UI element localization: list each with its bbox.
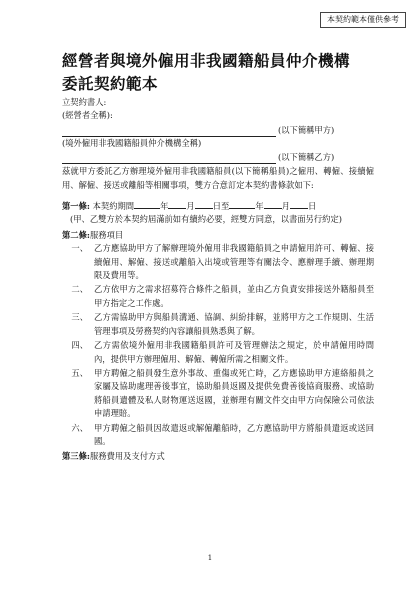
document-title-line-1: 經營者與境外僱用非我國籍船員仲介機構 (62, 51, 351, 70)
article-1-label: 第一條: (62, 201, 90, 212)
signatory-label: 立契約書人: (62, 97, 107, 107)
document-page (62, 50, 374, 464)
contract-intro: 茲就甲方委託乙方辦理境外僱用非我國籍船員(以下簡稱船員)之僱用、轉僱、接續僱用、解僱、接送或離船等相關事項，雙方合意訂定本契約書條款如下: (62, 166, 374, 190)
item-text: 乙方應協助甲方了解辦理境外僱用非我國籍船員之申請僱用許可、轉僱、接續僱用、解僱、接送或離船入出境或管理等有關法令、應辦理手續、辦理期限及費用等。 (94, 243, 374, 281)
page-number: 1 (207, 554, 213, 562)
party-b-row (62, 150, 374, 164)
article-2-items (62, 242, 374, 448)
year-unit-2: 年 (255, 201, 264, 212)
list-item (62, 283, 374, 310)
end-month-blank[interactable] (264, 199, 282, 209)
start-month-blank[interactable] (168, 199, 186, 209)
party-a-row (62, 123, 374, 137)
list-item (62, 339, 374, 366)
article-1-text-period: 本契約期間 (92, 201, 135, 212)
list-item (62, 242, 374, 282)
article-2-title: 服務項目 (89, 229, 124, 240)
article-2-label: 第二條: (62, 229, 90, 240)
end-year-blank[interactable] (229, 199, 255, 209)
operator-name-label: (經營者全稱): (62, 110, 113, 121)
month-unit-2: 月 (281, 201, 290, 212)
item-number: 五、 (71, 367, 88, 378)
party-b-name-blank[interactable] (62, 153, 276, 164)
party-a-name-blank[interactable] (62, 126, 276, 137)
item-number: 二、 (71, 284, 88, 295)
article-1-note: (甲、乙雙方於本契約屆滿前如有續約必要，經雙方同意，以書面另行約定) (70, 214, 342, 225)
party-a-suffix: (以下簡稱甲方) (278, 124, 335, 135)
day-to-unit: 日至 (212, 201, 230, 212)
list-item (62, 367, 374, 421)
document-title-line-2: 委託契約範本 (62, 74, 159, 93)
article-3-label: 第三條: (62, 451, 90, 462)
item-text: 乙方需協助甲方與船員溝通、協調、糾紛排解，並將甲方之工作規則、生活管理事項及勞務契約內容讓船員熟悉與了解。 (94, 312, 374, 336)
month-unit-1: 月 (186, 201, 195, 212)
agency-name-label: (境外僱用非我國籍船員仲介機構全稱) (62, 137, 202, 148)
item-number: 四、 (71, 340, 88, 351)
item-text: 甲方聘僱之船員因故遣返或解僱離船時，乙方應協助甲方將船員遣返或送回國。 (94, 422, 374, 446)
item-text: 乙方依甲方之需求招募符合條件之船員，並由乙方負責安排接送外籍船員至甲方指定之工作處。 (94, 284, 374, 308)
item-number: 三、 (71, 312, 88, 323)
list-item (62, 422, 374, 449)
start-day-blank[interactable] (195, 199, 213, 209)
list-item (62, 311, 374, 338)
year-unit-1: 年 (160, 201, 169, 212)
start-year-blank[interactable] (134, 199, 160, 209)
item-text: 甲方聘僱之船員發生意外事故、重傷或死亡時，乙方應協助甲方連絡船員之家屬及協助處理善後事宜，協助船員返國及提供免費善後協商服務、或協助將船員遺體及私人財物運送返國，並辦理有關文件交由甲方向保險公司依法申請理賠。 (94, 367, 374, 419)
end-day-blank[interactable] (290, 199, 308, 209)
article-1 (62, 199, 374, 213)
article-3 (62, 450, 374, 463)
party-b-suffix: (以下簡稱乙方) (278, 152, 335, 163)
item-number: 一、 (71, 243, 88, 254)
reference-only-stamp: 本契約範本僅供參考 (320, 12, 406, 28)
article-3-title: 服務費用及支付方式 (89, 451, 165, 462)
article-2 (62, 229, 374, 242)
item-number: 六、 (71, 422, 88, 433)
day-unit-2: 日 (307, 201, 317, 212)
item-text: 乙方需依境外僱用非我國籍船員許可及管理辦法之規定，於申請僱用時間內，提供甲方辦理僱用、解僱、轉僱所需之相關文件。 (94, 340, 374, 364)
